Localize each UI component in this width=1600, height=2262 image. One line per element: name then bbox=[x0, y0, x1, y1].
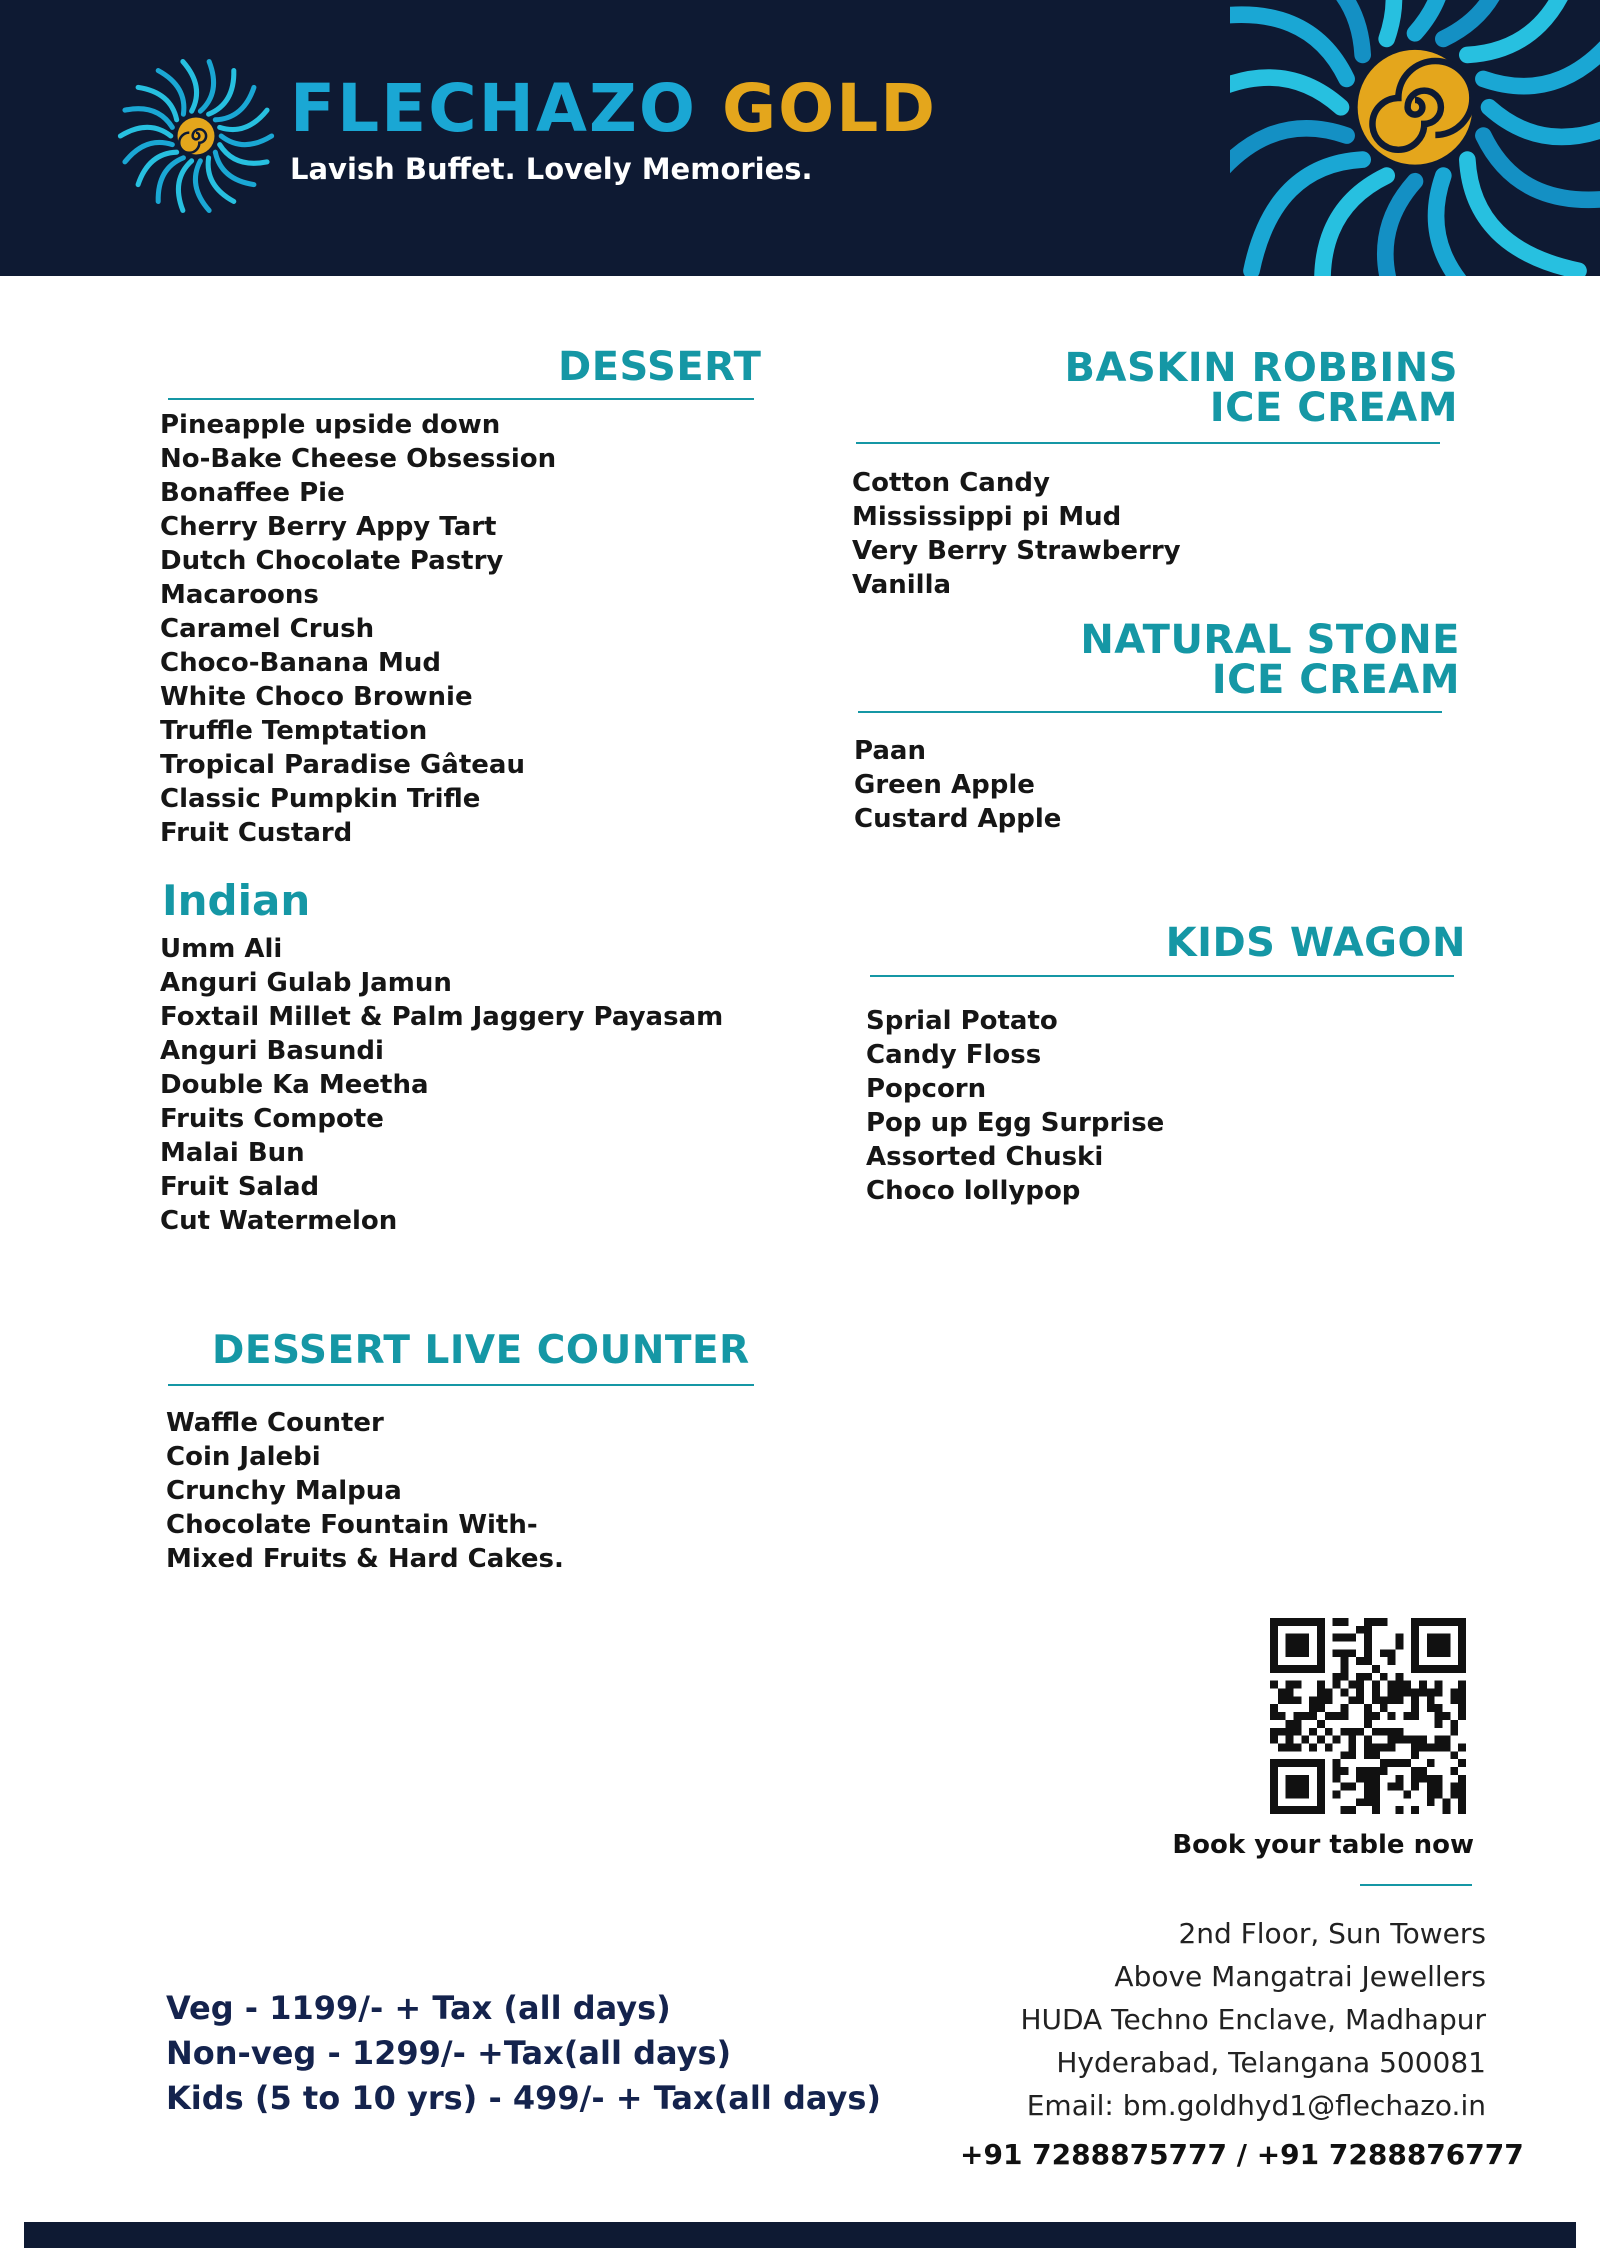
address-line: Above Mangatrai Jewellers bbox=[1114, 1960, 1486, 1993]
list-item: Pineapple upside down bbox=[160, 410, 501, 440]
indian-list bbox=[160, 932, 723, 1238]
list-item: Cut Watermelon bbox=[160, 1206, 398, 1236]
list-item: Anguri Basundi bbox=[160, 1036, 384, 1066]
list-item: Chocolate Fountain With- bbox=[166, 1510, 538, 1540]
address-line: Hyderabad, Telangana 500081 bbox=[1056, 2046, 1486, 2079]
kids-list bbox=[866, 1004, 1164, 1208]
list-item: Caramel Crush bbox=[160, 614, 375, 644]
list-item: Paan bbox=[854, 736, 926, 766]
phone-numbers[interactable]: +91 7288875777 / +91 7288876777 bbox=[960, 2138, 1524, 2171]
natural-divider bbox=[858, 711, 1442, 713]
natural-title-line2: ICE CREAM bbox=[1211, 657, 1460, 703]
list-item: Mixed Fruits & Hard Cakes. bbox=[166, 1544, 564, 1574]
list-item: Green Apple bbox=[854, 770, 1035, 800]
header-banner bbox=[0, 0, 1600, 276]
book-table-link[interactable]: Book your table now bbox=[1172, 1830, 1474, 1860]
price-list bbox=[166, 1986, 881, 2121]
list-item: Tropical Paradise Gâteau bbox=[160, 750, 525, 780]
list-item: Macaroons bbox=[160, 580, 319, 610]
brand-tagline: Lavish Buffet. Lovely Memories. bbox=[290, 152, 813, 186]
dessert-divider bbox=[168, 398, 754, 400]
list-item: Cotton Candy bbox=[852, 468, 1050, 498]
address-block bbox=[960, 1912, 1486, 2127]
baskin-list bbox=[852, 466, 1181, 602]
brand-name-part2: GOLD bbox=[721, 70, 938, 147]
list-item: Bonaffee Pie bbox=[160, 478, 345, 508]
list-item: Classic Pumpkin Trifle bbox=[160, 784, 481, 814]
baskin-title-line2: ICE CREAM bbox=[1209, 385, 1458, 431]
list-item: Custard Apple bbox=[854, 804, 1062, 834]
list-item: Cherry Berry Appy Tart bbox=[160, 512, 497, 542]
live-counter-title: DESSERT LIVE COUNTER bbox=[212, 1328, 750, 1373]
qr-code-icon[interactable] bbox=[1270, 1618, 1466, 1814]
list-item: Assorted Chuski bbox=[866, 1142, 1104, 1172]
baskin-title-line1: BASKIN ROBBINS bbox=[1064, 345, 1458, 391]
natural-list bbox=[854, 734, 1061, 836]
natural-title-line1: NATURAL STONE bbox=[1080, 617, 1460, 663]
book-divider bbox=[1360, 1884, 1472, 1886]
footer-bar bbox=[24, 2222, 1576, 2248]
list-item: Fruit Salad bbox=[160, 1172, 320, 1202]
price-kids: Kids (5 to 10 yrs) - 499/- + Tax(all days) bbox=[166, 2079, 881, 2117]
list-item: Choco-Banana Mud bbox=[160, 648, 442, 678]
list-item: Fruits Compote bbox=[160, 1104, 384, 1134]
list-item: Umm Ali bbox=[160, 934, 283, 964]
live-counter-divider bbox=[168, 1384, 754, 1386]
price-nonveg: Non-veg - 1299/- +Tax(all days) bbox=[166, 2034, 732, 2072]
list-item: Double Ka Meetha bbox=[160, 1070, 429, 1100]
list-item: Very Berry Strawberry bbox=[852, 536, 1181, 566]
list-item: Truffle Temptation bbox=[160, 716, 428, 746]
list-item: Anguri Gulab Jamun bbox=[160, 968, 452, 998]
live-counter-list bbox=[166, 1406, 564, 1576]
list-item: Foxtail Millet & Palm Jaggery Payasam bbox=[160, 1002, 724, 1032]
kids-divider bbox=[870, 975, 1454, 977]
list-item: Coin Jalebi bbox=[166, 1442, 321, 1472]
list-item: Candy Floss bbox=[866, 1040, 1042, 1070]
list-item: Fruit Custard bbox=[160, 818, 353, 848]
list-item: White Choco Brownie bbox=[160, 682, 473, 712]
brand-name-part1: FLECHAZO bbox=[290, 70, 697, 147]
list-item: Crunchy Malpua bbox=[166, 1476, 402, 1506]
baskin-divider bbox=[856, 442, 1440, 444]
list-item: Popcorn bbox=[866, 1074, 987, 1104]
list-item: Choco lollypop bbox=[866, 1176, 1081, 1206]
brand-name bbox=[290, 70, 937, 147]
natural-title bbox=[1000, 617, 1460, 703]
list-item: Mississippi pi Mud bbox=[852, 502, 1122, 532]
sun-decoration-icon bbox=[1230, 0, 1600, 276]
list-item: No-Bake Cheese Obsession bbox=[160, 444, 557, 474]
list-item: Malai Bun bbox=[160, 1138, 305, 1168]
list-item: Waffle Counter bbox=[166, 1408, 384, 1438]
price-veg: Veg - 1199/- + Tax (all days) bbox=[166, 1989, 671, 2027]
list-item: Dutch Chocolate Pastry bbox=[160, 546, 504, 576]
list-item: Pop up Egg Surprise bbox=[866, 1108, 1165, 1138]
kids-title: KIDS WAGON bbox=[1165, 920, 1466, 966]
sun-logo-icon bbox=[112, 52, 280, 220]
baskin-title bbox=[1000, 345, 1458, 431]
dessert-title: DESSERT bbox=[558, 344, 762, 390]
email-line[interactable]: Email: bm.goldhyd1@flechazo.in bbox=[1026, 2089, 1486, 2122]
address-line: 2nd Floor, Sun Towers bbox=[1178, 1917, 1486, 1950]
indian-title: Indian bbox=[162, 876, 311, 925]
dessert-list bbox=[160, 408, 556, 850]
list-item: Vanilla bbox=[852, 570, 952, 600]
address-line: HUDA Techno Enclave, Madhapur bbox=[1020, 2003, 1486, 2036]
list-item: Sprial Potato bbox=[866, 1006, 1058, 1036]
